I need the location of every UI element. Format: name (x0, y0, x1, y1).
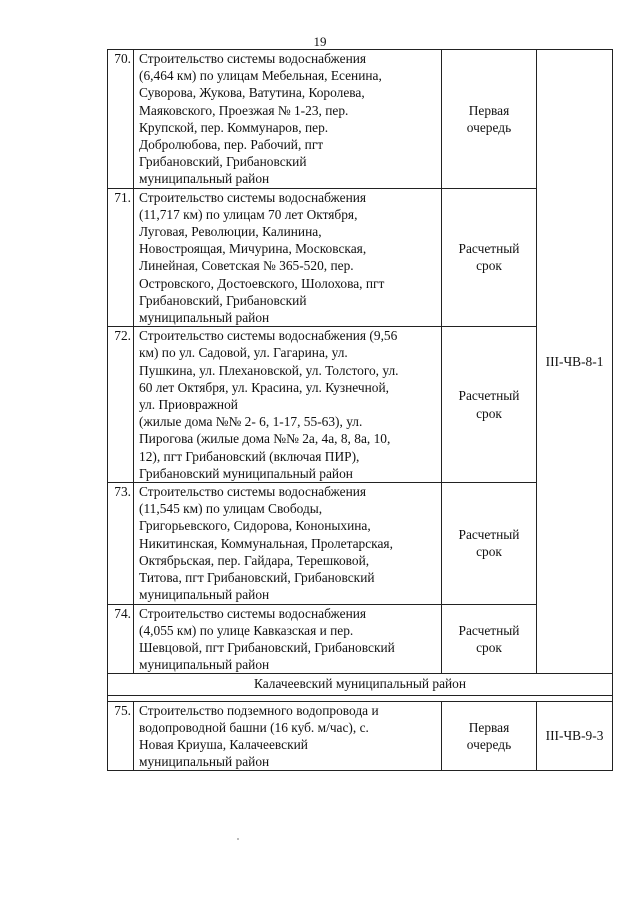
row-number: 75. (108, 701, 134, 771)
project-description (134, 327, 442, 483)
description-line: Крупской, пер. Коммунаров, пер. (139, 119, 329, 135)
row-number: 70. (108, 50, 134, 189)
description-line: Новая Криуша, Калачеевский (139, 736, 308, 752)
description-line: Григорьевского, Сидорова, Кононыхина, (139, 518, 371, 534)
implementation-stage (442, 327, 537, 483)
description-line: Новостроящая, Мичурина, Московская, (139, 241, 367, 257)
description-line: Никитинская, Коммунальная, Пролетарская, (139, 535, 393, 551)
description-line: ул. Приовражной (139, 397, 238, 413)
stage-text: срок (476, 405, 502, 421)
description-line: муниципальный район (139, 310, 270, 326)
stage-text: Первая (468, 719, 510, 735)
description-line: (11,717 км) по улицам 70 лет Октября, (139, 206, 358, 222)
description-line: (4,055 км) по улице Кавказская и пер. (139, 622, 354, 638)
description-line: (жилые дома №№ 2- 6, 1-17, 55-63), ул. (139, 414, 363, 430)
implementation-stage (442, 604, 537, 674)
description-line: Пирогова (жилые дома №№ 2а, 4а, 8, 8а, 10, (139, 431, 391, 447)
description-line: Грибановский, Грибановский (139, 154, 307, 170)
row-number: 71. (108, 188, 134, 327)
object-code: III-ЧВ-9-3 (537, 701, 613, 771)
stage-text: очередь (466, 736, 512, 752)
description-line: Строительство подземного водопровода и (139, 702, 379, 718)
description-line: Строительство системы водоснабжения (139, 605, 367, 621)
stage-text: Первая (468, 102, 510, 118)
row-number: 74. (108, 604, 134, 674)
description-line: км) по ул. Садовой, ул. Гагарина, ул. (139, 345, 348, 361)
description-line: водопроводной башни (16 куб. м/час), с. (139, 719, 369, 735)
project-description (134, 188, 442, 327)
project-table (107, 49, 613, 771)
project-description (134, 483, 442, 604)
description-line: Строительство системы водоснабжения (9,56 (139, 328, 398, 344)
stage-text: Расчетный (458, 527, 520, 543)
project-description (134, 50, 442, 189)
implementation-stage (442, 701, 537, 771)
object-code: III-ЧВ-8-1 (537, 50, 613, 674)
description-line: Суворова, Жукова, Ватутина, Королева, (139, 85, 365, 101)
description-line: (11,545 км) по улицам Свободы, (139, 501, 323, 517)
implementation-stage (442, 50, 537, 189)
description-line: муниципальный район (139, 587, 270, 603)
table-row (108, 50, 613, 189)
stage-text: Расчетный (458, 241, 520, 257)
description-line: Островского, Достоевского, Шолохова, пгт (139, 275, 385, 291)
project-description (134, 604, 442, 674)
stage-text: Расчетный (458, 622, 520, 638)
description-line: Пушкина, ул. Плехановской, ул. Толстого, ул. (139, 362, 399, 378)
description-line: муниципальный район (139, 657, 270, 673)
description-line: Грибановский, Грибановский (139, 292, 307, 308)
description-line: муниципальный район (139, 171, 270, 187)
implementation-stage (442, 483, 537, 604)
description-line: Добролюбова, пер. Рабочий, пгт (139, 137, 324, 153)
stage-text: очередь (466, 119, 512, 135)
description-line: муниципальный район (139, 754, 270, 770)
description-line: Грибановский муниципальный район (139, 465, 353, 481)
stage-text: срок (476, 544, 502, 560)
description-line: Строительство системы водоснабжения (139, 484, 367, 500)
description-line: 60 лет Октября, ул. Красина, ул. Кузнечной, (139, 379, 390, 395)
description-line: (6,464 км) по улицам Мебельная, Есенина, (139, 68, 382, 84)
section-header-row (108, 674, 613, 695)
implementation-stage (442, 188, 537, 327)
stage-text: Расчетный (458, 388, 520, 404)
description-line: Шевцовой, пгт Грибановский, Грибановский (139, 639, 395, 655)
stage-text: срок (476, 639, 502, 655)
project-description (134, 701, 442, 771)
row-number: 72. (108, 327, 134, 483)
description-line: Титова, пгт Грибановский, Грибановский (139, 570, 375, 586)
section-title: Калачеевский муниципальный район (108, 674, 613, 695)
description-line: Маяковского, Проезжая № 1-23, пер. (139, 102, 349, 118)
table-row (108, 701, 613, 771)
description-line: Луговая, Революции, Калинина, (139, 224, 322, 240)
description-line: 12), пгт Грибановский (включая ПИР), (139, 448, 360, 464)
description-line: Октябрьская, пер. Гайдара, Терешковой, (139, 552, 370, 568)
stage-text: срок (476, 258, 502, 274)
description-line: Строительство системы водоснабжения (139, 51, 367, 66)
row-number: 73. (108, 483, 134, 604)
scan-speck (237, 838, 239, 840)
description-line: Линейная, Советская № 365-520, пер. (139, 258, 354, 274)
description-line: Строительство системы водоснабжения (139, 189, 367, 205)
page-number: 19 (313, 34, 327, 49)
